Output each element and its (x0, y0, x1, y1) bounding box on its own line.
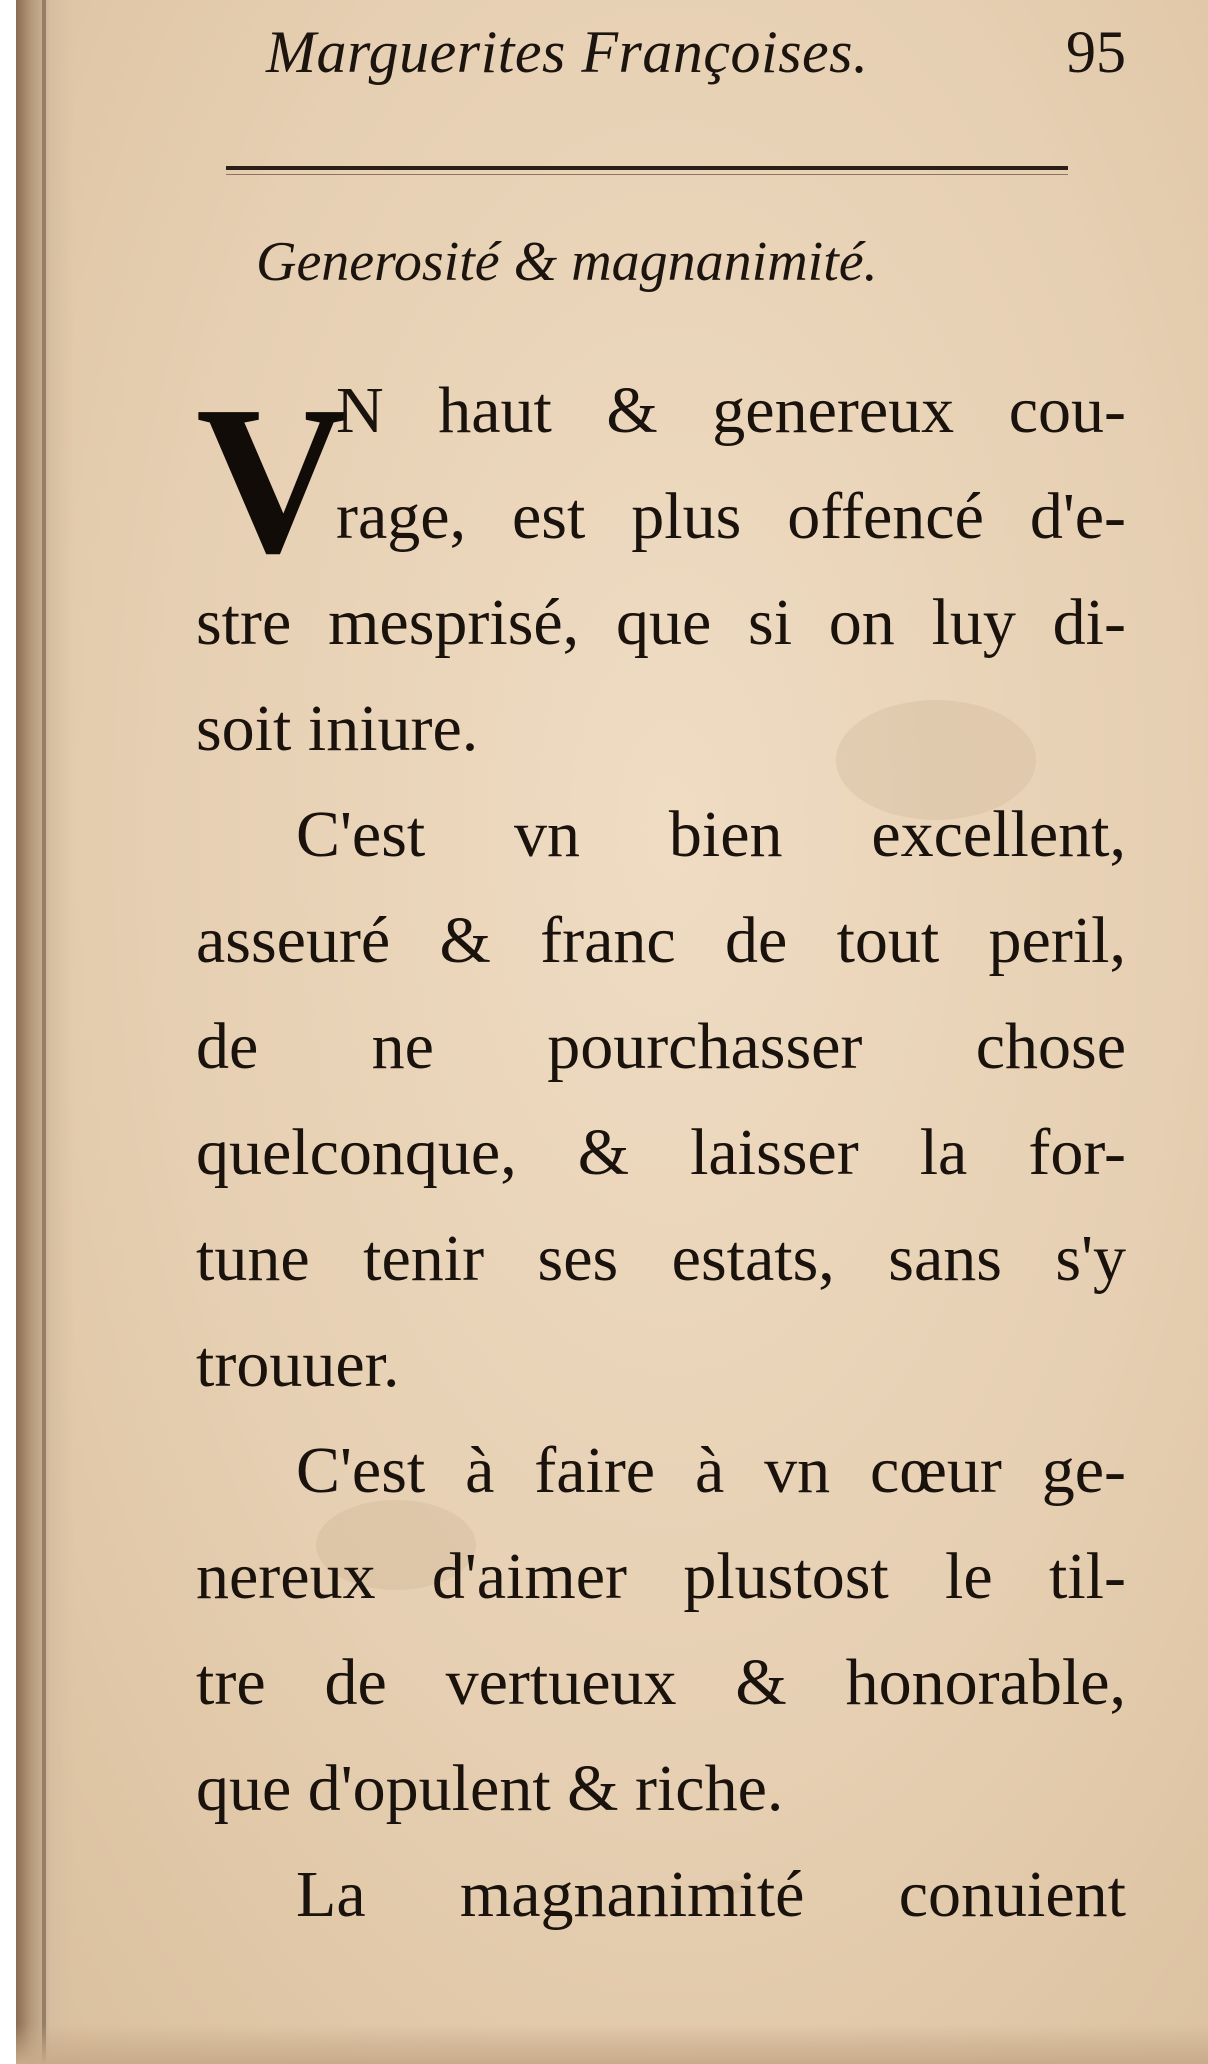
text-line: C'est à faire à vn cœur ge- (296, 1434, 1126, 1507)
page-binding-edge (42, 0, 46, 2064)
page-number: 95 (1066, 19, 1126, 85)
text-line: quelconque, & laisser la for- (196, 1116, 1126, 1189)
text-line: rage, est plus offencé d'e- (336, 480, 1126, 553)
page-bottom-edge (16, 2024, 1208, 2064)
text-line: soit iniure. (196, 692, 479, 765)
drop-cap: V (196, 362, 350, 597)
text-line: asseuré & franc de tout peril, (196, 904, 1126, 977)
body-text (196, 358, 1126, 1948)
text-line: stre mesprisé, que si on luy di- (196, 586, 1126, 659)
text-line: C'est vn bien excellent, (296, 798, 1126, 871)
text-line: N haut & genereux cou- (336, 374, 1126, 447)
text-line: La magnanimité conuient (296, 1858, 1126, 1931)
text-line: trouuer. (196, 1328, 400, 1401)
text-line: nereux d'aimer plustost le til- (196, 1540, 1126, 1613)
section-title: Generosité & magnanimité. (256, 231, 878, 293)
text-line: tune tenir ses estats, sans s'y (196, 1222, 1126, 1295)
running-title: Marguerites Françoises. (266, 19, 869, 85)
book-page (16, 0, 1208, 2064)
header-rule-thin (226, 174, 1068, 175)
text-line: de ne pourchasser chose (196, 1010, 1126, 1083)
text-line: que d'opulent & riche. (196, 1752, 784, 1825)
page-header (266, 18, 1126, 98)
header-rule (226, 166, 1068, 170)
text-line: tre de vertueux & honorable, (196, 1646, 1126, 1719)
